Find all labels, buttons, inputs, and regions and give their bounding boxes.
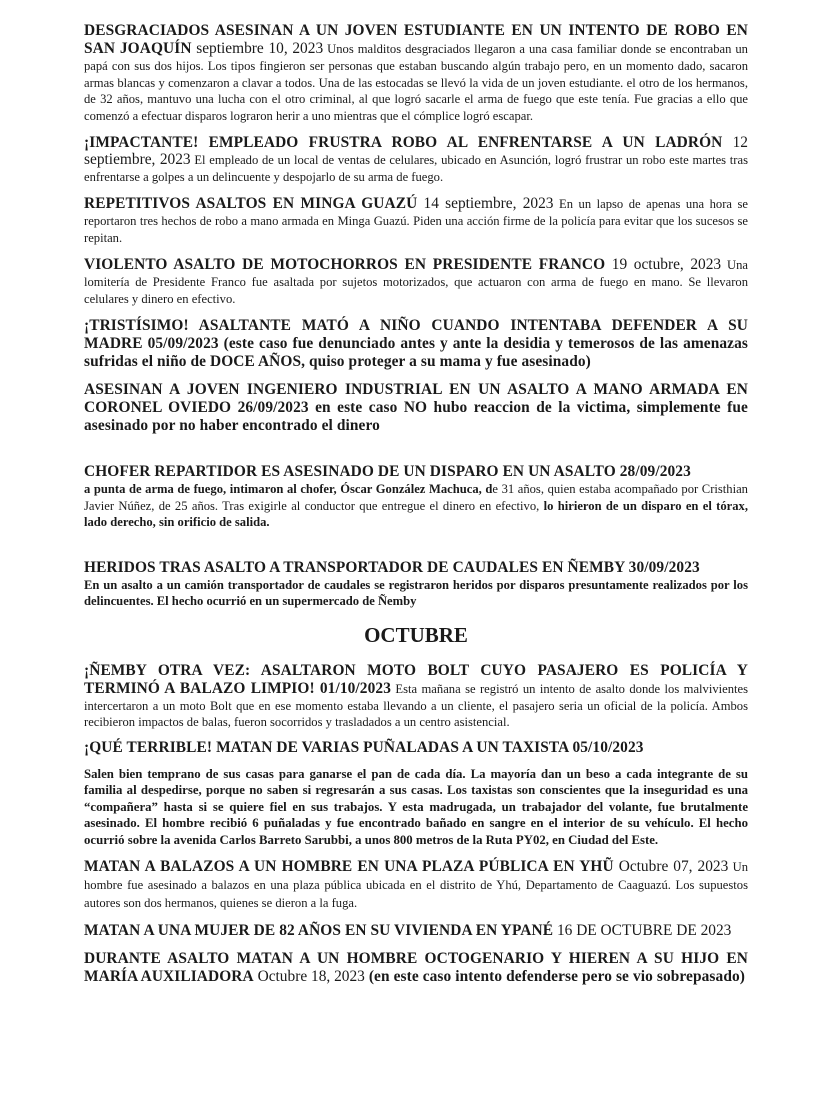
entry-body-bold: a punta de arma de fuego, intimaron al chofer, Óscar González Machuca, d: [84, 482, 493, 496]
entry-body: e 31 años, quien estaba acompañado por Cristhian Javier Núñez, de 25 años. Tras exigirle al conductor que entregue el dinero en efectivo,: [84, 482, 748, 513]
entry-headline: ¡QUÉ TERRIBLE! MATAN DE VARIAS PUÑALADAS A UN TAXISTA 05/10/2023: [84, 738, 644, 756]
entry-body: Unos malditos desgraciados llegaron a una casa familiar donde se encontraban un papá con sus dos hijos. Los tipos fingieron ser personas que estaban buscando algún trabajo pero, en un momento dado, sacaron armas blancas y comenzaron a clavar a todos. Una de las estocadas se llevó la vida de un joven estudiante. el otro de los hermanos, de 32 años, mantuvo una lucha con el otro criminal, al que logró sacarle el arma de fuego que este tenía. Fue gracias a ello que comenzó a efectuar disparos lograron herir a uno mientras que el cómplice logró escapar.: [84, 42, 748, 123]
entry-date: 16 DE OCTUBRE DE 2023: [553, 922, 732, 940]
entry-headline: MATAN A UNA MUJER DE 82 AÑOS EN SU VIVIENDA EN YPANÉ: [84, 922, 554, 940]
entry-headline: ¡TRISTÍSIMO! ASALTANTE MATÓ A NIÑO CUANDO INTENTABA DEFENDER A SU MADRE 05/09/2023: [84, 317, 748, 352]
news-entry: [84, 134, 748, 185]
entry-headline: ¡ÑEMBY OTRA VEZ: ASALTARON MOTO BOLT CUYO PASAJERO ES POLICÍA Y TERMINÓ A BALAZO LIMPIO! 01/10/2023: [84, 661, 748, 697]
entry-headline: DESGRACIADOS ASESINAN A UN JOVEN ESTUDIANTE EN UN INTENTO DE ROBO EN SAN JOAQUÍN: [84, 22, 748, 57]
entry-date: 19 octubre, 2023: [605, 256, 722, 273]
entry-body-bold: lo hirieron de un disparo en el tórax, lado derecho, sin orificio de salida.: [84, 498, 748, 529]
entry-date: Octubre 18, 2023: [253, 968, 365, 986]
entry-headline: DURANTE ASALTO MATAN A UN HOMBRE OCTOGENARIO Y HIEREN A SU HIJO EN MARÍA AUXILIADORA: [84, 950, 748, 986]
news-entry: [84, 256, 748, 307]
entry-note: (en este caso intento defenderse pero se vio sobrepasado): [364, 968, 746, 986]
entry-body-bold: Salen bien temprano de sus casas para ganarse el pan de cada día. La mayoría dan un beso a cada integrante de su familia al despedirse, porque no saben si regresarán a sus casas. Los taxistas son conscientes que la inseguridad es una “compañera” hasta si se quiere fiel en sus trabajos. Y esta madrugada, un trabajador del volante, fue brutalmente asesinado. El hombre recibió 6 puñaladas y fue encontrado bañado en sangre en el interior de su vehículo. El hecho ocurrió sobre la avenida Carlos Barreto Sarubbi, a unos 800 metros de la Ruta PY02, en Ciudad del Este.: [84, 766, 748, 847]
news-entry: [84, 922, 748, 940]
news-entry: [84, 22, 748, 124]
entry-body: Una lomitería de Presidente Franco fue asaltada por sujetos motorizados, que actuaron con arma de fuego en mano. Se llevaron celulares y dinero en efectivo.: [84, 258, 748, 306]
entry-date: septiembre 10, 2023: [191, 40, 324, 57]
month-heading: OCTUBRE: [364, 622, 468, 647]
entry-headline: ASESINAN A JOVEN INGENIERO INDUSTRIAL EN UN ASALTO A MANO ARMADA EN CORONEL OVIEDO 26/09/2023: [84, 381, 748, 416]
entry-date: Octubre 07, 2023: [613, 858, 729, 876]
news-entry: [84, 739, 748, 849]
entry-headline: REPETITIVOS ASALTOS EN MINGA GUAZÚ: [84, 195, 418, 212]
news-entry: [84, 463, 748, 531]
document-page: [84, 22, 748, 986]
entry-headline: VIOLENTO ASALTO DE MOTOCHORROS EN PRESIDENTE FRANCO: [84, 256, 606, 273]
entry-date: 14 septiembre, 2023: [417, 195, 554, 212]
entry-body: El empleado de un local de ventas de celulares, ubicado en Asunción, logró frustrar un robo este martes tras enfrentarse a golpes a un delincuente y despojarlo de su arma de fuego.: [84, 153, 748, 184]
news-entry: [84, 559, 748, 610]
entry-date: 12 septiembre, 2023: [84, 134, 748, 168]
entry-body-bold: En un asalto a un camión transportador de caudales se registraron heridos por disparos presuntamente realizados por los delincuentes. El hecho ocurrió en un supermercado de Ñemby: [84, 577, 748, 608]
entry-note: (este caso fue denunciado antes y ante la desidia y temerosos de las amenazas sufridas el niño de DOCE AÑOS, quiso proteger a su mama y fue asesinado): [84, 335, 748, 370]
entry-body: En un lapso de apenas una hora se reportaron tres hechos de robo a mano armada en Minga Guazú. Piden una acción firme de la policía para evitar que los sucesos se repitan.: [84, 197, 748, 245]
entry-headline: MATAN A BALAZOS A UN HOMBRE EN UNA PLAZA PÚBLICA EN YHŨ: [84, 858, 614, 876]
entry-headline: CHOFER REPARTIDOR ES ASESINADO DE UN DISPARO EN UN ASALTO 28/09/2023: [84, 463, 691, 480]
entry-body: Esta mañana se registró un intento de asalto donde los malvivientes intercertaron a un moto Bolt que en ese momento estaba llevando a un cliente, el pasajero seria un oficial de la policía. Ambos recibieron impactos de balas, fueron socorridos y trasladados a un centro asistencial.: [84, 681, 749, 729]
entry-note: en este caso NO hubo reaccion de la victima, simplemente fue asesinado por no haber encontrado el dinero: [84, 399, 748, 434]
news-entry: [84, 195, 748, 246]
news-entry: [84, 381, 748, 435]
news-entry: [84, 950, 748, 986]
news-entry: [84, 662, 748, 731]
entry-headline: ¡IMPACTANTE! EMPLEADO FRUSTRA ROBO AL ENFRENTARSE A UN LADRÓN: [84, 134, 723, 151]
news-entry: [84, 317, 748, 371]
entry-body: Un hombre fue asesinado a balazos en una plaza pública ubicada en el distrito de Yhú, Departamento de Caaguazú. Los supuestos autores son dos hermanos, quienes se dieron a la fuga.: [84, 860, 748, 911]
entry-headline: HERIDOS TRAS ASALTO A TRANSPORTADOR DE CAUDALES EN ÑEMBY 30/09/2023: [84, 558, 700, 576]
news-entry: [84, 858, 748, 912]
